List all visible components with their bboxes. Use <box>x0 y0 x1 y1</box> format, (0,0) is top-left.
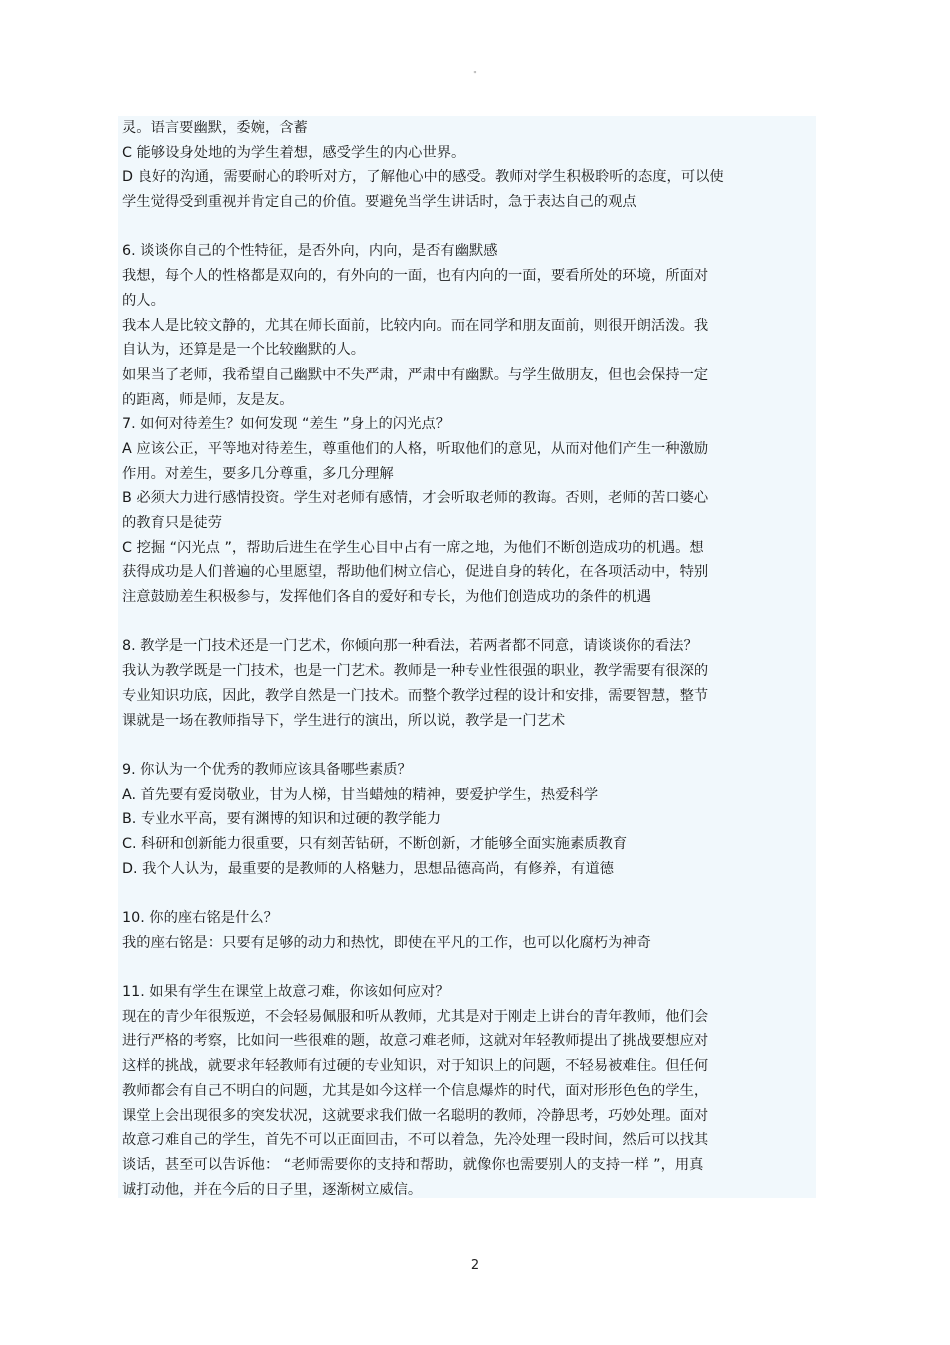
text-line: A. 首先要有爱岗敬业，甘为人梯，甘当蜡烛的精神，要爱护学生，热爱科学 <box>122 786 599 803</box>
text-line: 这样的挑战，就要求年轻教师有过硬的专业知识，对于知识上的问题，不轻易被难住。但任何 <box>122 1058 709 1075</box>
document-body <box>122 116 812 1202</box>
text-line: 7. 如何对待差生？如何发现 “差生 ”身上的闪光点？ <box>122 416 451 433</box>
text-line: 教师都会有自己不明白的问题，尤其是如今这样一个信息爆炸的时代，面对形形色色的学生， <box>122 1082 709 1099</box>
text-line: 专业知识功底，因此，教学自然是一门技术。而整个教学过程的设计和安排，需要智慧，整节 <box>122 687 709 704</box>
text-line: 6. 谈谈你自己的个性特征，是否外向，内向，是否有幽默感 <box>122 243 498 260</box>
page-number: 2 <box>470 1258 480 1273</box>
blank-line <box>122 215 812 240</box>
text-line: 自认为，还算是是一个比较幽默的人。 <box>122 342 366 359</box>
blank-line <box>122 881 812 906</box>
blank-line <box>122 733 812 758</box>
text-line: 进行严格的考察，比如问一些很难的题，故意刁难老师，这就对年轻教师提出了挑战要想应对 <box>122 1033 709 1050</box>
text-line: 8. 教学是一门技术还是一门艺术，你倾向那一种看法，若两者都不同意，请谈谈你的看法？ <box>122 638 698 655</box>
text-line: 我想，每个人的性格都是双向的，有外向的一面，也有内向的一面，要看所处的环境，所面对 <box>122 268 709 285</box>
text-line: 作用。对差生，要多几分尊重，多几分理解 <box>122 465 394 482</box>
text-line: 9. 你认为一个优秀的教师应该具备哪些素质？ <box>122 761 412 778</box>
text-line: B 必须大力进行感情投资。学生对老师有感情，才会听取老师的教诲。否则，老师的苦口婆心 <box>122 490 709 507</box>
text-line: A 应该公正，平等地对待差生，尊重他们的人格，听取他们的意见，从而对他们产生一种激励 <box>122 440 709 457</box>
text-line: D. 我个人认为，最重要的是教师的人格魅力，思想品德高尚，有修养，有道德 <box>122 860 614 877</box>
text-line: 诚打动他，并在今后的日子里，逐渐树立威信。 <box>122 1181 423 1198</box>
text-line: 我认为教学既是一门技术，也是一门艺术。教师是一种专业性很强的职业，教学需要有很深的 <box>122 663 709 680</box>
text-line: C. 科研和创新能力很重要，只有刻苦钻研，不断创新，才能够全面实施素质教育 <box>122 835 628 852</box>
text-line: 谈话，甚至可以告诉他： “老师需要你的支持和帮助，就像你也需要别人的支持一样 ”，用真 <box>122 1156 704 1173</box>
text-line: 注意鼓励差生积极参与，发挥他们各自的爱好和专长，为他们创造成功的条件的机遇 <box>122 589 651 606</box>
text-line: 的距离，师是师，友是友。 <box>122 391 294 408</box>
text-line: 故意刁难自己的学生，首先不可以正面回击，不可以着急，先冷处理一段时间，然后可以找其 <box>122 1132 709 1149</box>
blank-line <box>122 610 812 635</box>
blank-line <box>122 955 812 980</box>
text-line: 我本人是比较文静的，尤其在师长面前，比较内向。而在同学和朋友面前，则很开朗活泼。我 <box>122 317 709 334</box>
text-line: D 良好的沟通，需要耐心的聆听对方，了解他心中的感受。教师对学生积极聆听的态度，可以使 <box>122 169 724 186</box>
text-line: 课堂上会出现很多的突发状况，这就要求我们做一名聪明的教师，冷静思考，巧妙处理。面对 <box>122 1107 709 1124</box>
text-line: 的教育只是徒劳 <box>122 515 223 531</box>
text-line: 11. 如果有学生在课堂上故意刁难，你该如何应对？ <box>122 984 450 1001</box>
text-line: C 能够设身处地的为学生着想，感受学生的内心世界。 <box>122 144 466 161</box>
text-line: 我的座右铭是：只要有足够的动力和热忱，即使在平凡的工作，也可以化腐朽为神奇 <box>122 934 651 951</box>
text-line: 课就是一场在教师指导下，学生进行的演出，所以说，教学是一门艺术 <box>122 712 566 729</box>
text-line: B. 专业水平高，要有渊博的知识和过硬的教学能力 <box>122 811 442 828</box>
text-line: 现在的青少年很叛逆，不会轻易佩服和听从教师，尤其是对于刚走上讲台的青年教师，他们会 <box>122 1008 709 1025</box>
text-line: 的人。 <box>122 292 165 309</box>
header-mark: " <box>473 70 477 79</box>
text-line: 获得成功是人们普遍的心里愿望，帮助他们树立信心，促进自身的转化，在各项活动中，特别 <box>122 564 709 581</box>
text-line: 灵。语言要幽默，委婉，含蓄 <box>122 120 308 136</box>
text-line: 学生觉得受到重视并肯定自己的价值。要避免当学生讲话时，急于表达自己的观点 <box>122 194 637 211</box>
text-line: 如果当了老师，我希望自己幽默中不失严肃，严肃中有幽默。与学生做朋友，但也会保持一定 <box>122 366 709 383</box>
text-line: 10. 你的座右铭是什么？ <box>122 910 278 926</box>
text-line: C 挖掘 “闪光点 ”，帮助后进生在学生心目中占有一席之地，为他们不断创造成功的机遇。想 <box>122 539 704 556</box>
